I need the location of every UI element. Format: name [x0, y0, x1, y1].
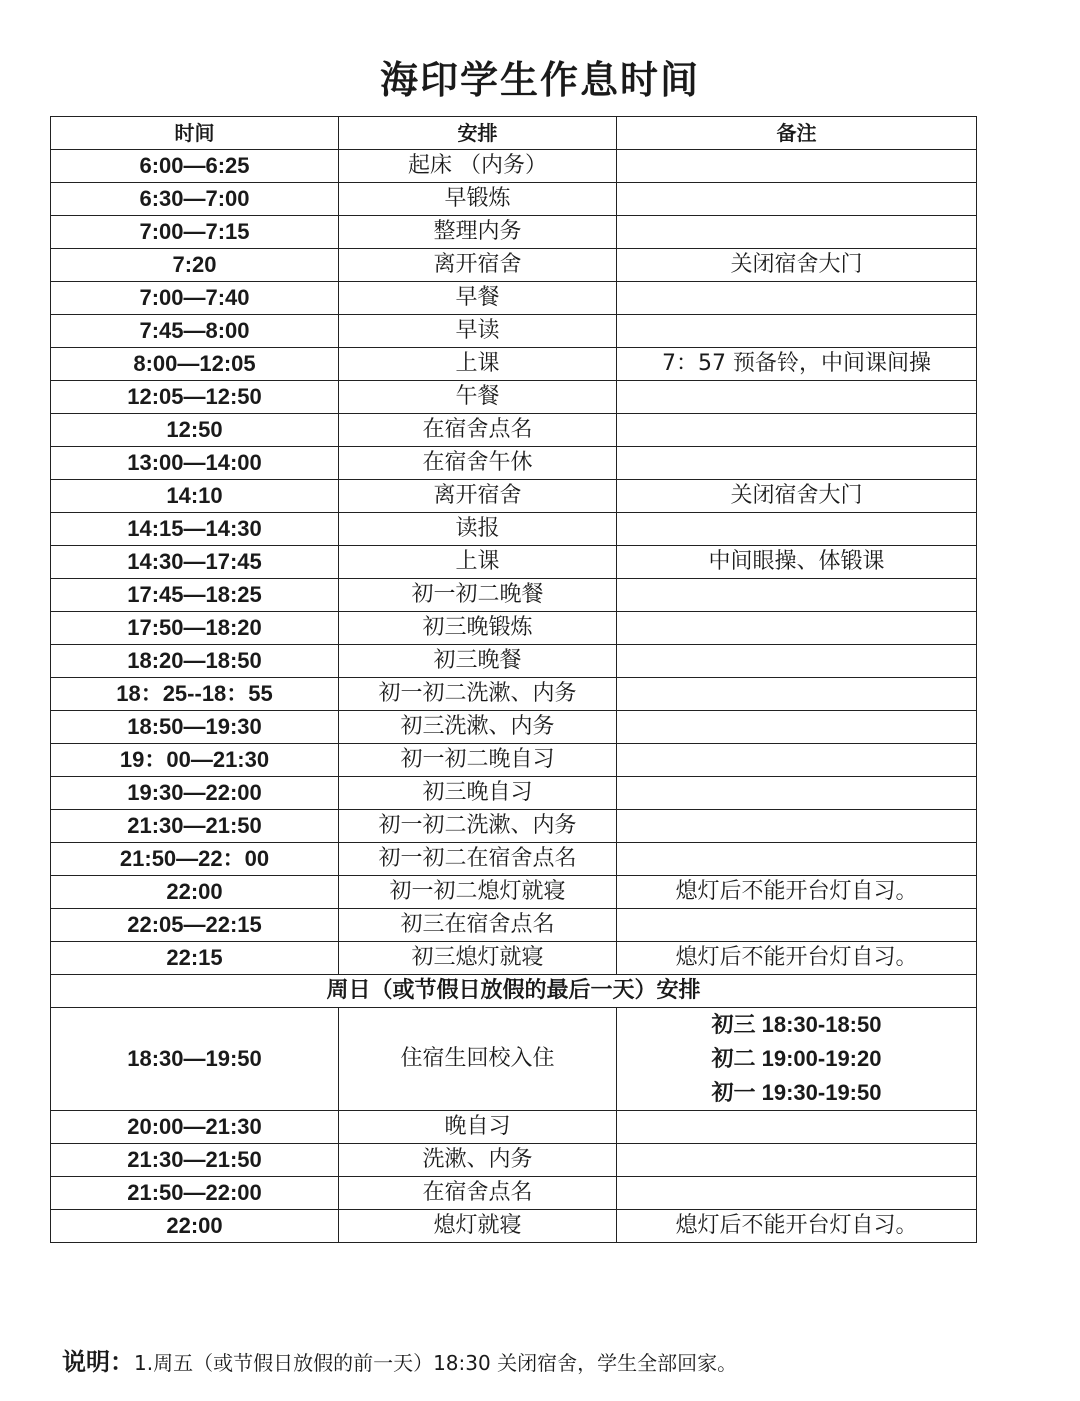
table-row [51, 711, 977, 744]
page-title: 海印学生作息时间 [379, 58, 700, 102]
footnote [62, 1342, 737, 1382]
row-arrangement: 午餐 [339, 381, 617, 414]
row-remark: 熄灯后不能开台灯自习。 [617, 942, 977, 975]
table-row [51, 513, 977, 546]
row-time: 22:15 [51, 942, 339, 975]
row-arrangement: 初三在宿舍点名 [339, 909, 617, 942]
row-remark [617, 216, 977, 249]
row-arrangement: 初三洗漱、内务 [339, 711, 617, 744]
row-remark [617, 381, 977, 414]
row-remark [617, 1144, 977, 1177]
row-remark: 熄灯后不能开台灯自习。 [617, 1210, 977, 1243]
row-arrangement: 离开宿舍 [339, 480, 617, 513]
row-time: 8:00—12:05 [51, 348, 339, 381]
row-arrangement: 初一初二晚餐 [339, 579, 617, 612]
table-row [51, 777, 977, 810]
row-arrangement: 洗漱、内务 [339, 1144, 617, 1177]
row-time: 7:00—7:40 [51, 282, 339, 315]
row-remark [617, 447, 977, 480]
row-time: 18:50—19:30 [51, 711, 339, 744]
table-row [51, 810, 977, 843]
sunday-heading: 周日（或节假日放假的最后一天）安排 [51, 975, 977, 1008]
row-time: 14:15—14:30 [51, 513, 339, 546]
table-row [51, 216, 977, 249]
row-remark [617, 777, 977, 810]
row-time: 7:00—7:15 [51, 216, 339, 249]
row-arrangement: 在宿舍午休 [339, 447, 617, 480]
row-remark [617, 678, 977, 711]
sunday-schedule [51, 1111, 977, 1243]
footnote-text: 1.周五（或节假日放假的前一天）18:30 关闭宿舍，学生全部回家。 [134, 1351, 738, 1375]
row-arrangement: 晚自习 [339, 1111, 617, 1144]
row-time: 14:10 [51, 480, 339, 513]
row-time: 12:50 [51, 414, 339, 447]
row-arrangement: 初三晚锻炼 [339, 612, 617, 645]
row-remark [617, 579, 977, 612]
row-arrangement: 整理内务 [339, 216, 617, 249]
table-row [51, 381, 977, 414]
footnote-label: 说明： [62, 1348, 134, 1376]
header-time: 时间 [51, 117, 339, 150]
table-row [51, 579, 977, 612]
table-row [51, 612, 977, 645]
row-time: 7:20 [51, 249, 339, 282]
row-arrangement: 初一初二洗漱、内务 [339, 810, 617, 843]
row-time: 21:30—21:50 [51, 1144, 339, 1177]
row-time: 22:00 [51, 1210, 339, 1243]
row-remark [617, 414, 977, 447]
table-row [51, 744, 977, 777]
row-arrangement: 初一初二晚自习 [339, 744, 617, 777]
row-arrangement: 初一初二在宿舍点名 [339, 843, 617, 876]
weekday-schedule [51, 150, 977, 975]
row-remark: 关闭宿舍大门 [617, 249, 977, 282]
row-arrangement: 初一初二洗漱、内务 [339, 678, 617, 711]
row-remark: 关闭宿舍大门 [617, 480, 977, 513]
row-remark [617, 645, 977, 678]
table-row [51, 942, 977, 975]
row-time: 18：25--18：55 [51, 678, 339, 711]
row-arrangement: 上课 [339, 348, 617, 381]
checkin-remark-line: 初二 19:00-19:20 [711, 1046, 882, 1071]
row-arrangement: 初三晚餐 [339, 645, 617, 678]
table-row [51, 183, 977, 216]
checkin-arrangement: 住宿生回校入住 [339, 1008, 617, 1111]
row-remark [617, 612, 977, 645]
table-row [51, 1144, 977, 1177]
table-row [51, 150, 977, 183]
row-time: 7:45—8:00 [51, 315, 339, 348]
table-row [51, 1210, 977, 1243]
row-arrangement: 初三熄灯就寝 [339, 942, 617, 975]
row-remark [617, 183, 977, 216]
row-time: 21:50—22：00 [51, 843, 339, 876]
row-arrangement: 初三晚自习 [339, 777, 617, 810]
row-time: 22:05—22:15 [51, 909, 339, 942]
row-remark [617, 315, 977, 348]
row-time: 22:00 [51, 876, 339, 909]
row-remark: 熄灯后不能开台灯自习。 [617, 876, 977, 909]
row-time: 20:00—21:30 [51, 1111, 339, 1144]
sunday-section [51, 975, 977, 1111]
row-remark [617, 282, 977, 315]
row-arrangement: 起床 （内务） [339, 150, 617, 183]
row-remark [617, 909, 977, 942]
row-time: 21:50—22:00 [51, 1177, 339, 1210]
row-arrangement: 初一初二熄灯就寝 [339, 876, 617, 909]
row-remark [617, 711, 977, 744]
row-arrangement: 早读 [339, 315, 617, 348]
table-row [51, 843, 977, 876]
checkin-remark [617, 1008, 977, 1111]
table-row [51, 348, 977, 381]
header-remark: 备注 [617, 117, 977, 150]
row-remark [617, 513, 977, 546]
row-time: 17:50—18:20 [51, 612, 339, 645]
checkin-remark-line: 初一 19:30-19:50 [711, 1080, 882, 1105]
sunday-checkin-row [51, 1008, 977, 1111]
row-time: 6:00—6:25 [51, 150, 339, 183]
sunday-heading-row [51, 975, 977, 1008]
table-row [51, 480, 977, 513]
row-time: 6:30—7:00 [51, 183, 339, 216]
row-time: 14:30—17:45 [51, 546, 339, 579]
row-arrangement: 熄灯就寝 [339, 1210, 617, 1243]
row-arrangement: 在宿舍点名 [339, 414, 617, 447]
table-row [51, 447, 977, 480]
row-remark [617, 1111, 977, 1144]
row-remark [617, 744, 977, 777]
table-row [51, 249, 977, 282]
row-arrangement: 早餐 [339, 282, 617, 315]
checkin-remark-line: 初三 18:30-18:50 [711, 1012, 882, 1037]
row-arrangement: 离开宿舍 [339, 249, 617, 282]
table-row [51, 645, 977, 678]
checkin-time: 18:30—19:50 [51, 1008, 339, 1111]
header-arrangement: 安排 [339, 117, 617, 150]
row-arrangement: 早锻炼 [339, 183, 617, 216]
row-remark [617, 1177, 977, 1210]
table-row [51, 678, 977, 711]
header-row [51, 117, 977, 150]
row-remark: 7：57 预备铃，中间课间操 [617, 348, 977, 381]
schedule-table [50, 116, 977, 1243]
table-row [51, 414, 977, 447]
row-remark: 中间眼操、体锻课 [617, 546, 977, 579]
table-row [51, 909, 977, 942]
row-time: 17:45—18:25 [51, 579, 339, 612]
row-time: 13:00—14:00 [51, 447, 339, 480]
table-row [51, 282, 977, 315]
row-remark [617, 150, 977, 183]
row-time: 19:30—22:00 [51, 777, 339, 810]
row-arrangement: 读报 [339, 513, 617, 546]
row-time: 21:30—21:50 [51, 810, 339, 843]
row-arrangement: 在宿舍点名 [339, 1177, 617, 1210]
table-row [51, 1177, 977, 1210]
table-row [51, 876, 977, 909]
table-row [51, 1111, 977, 1144]
row-time: 12:05—12:50 [51, 381, 339, 414]
table-row [51, 315, 977, 348]
row-arrangement: 上课 [339, 546, 617, 579]
row-time: 18:20—18:50 [51, 645, 339, 678]
row-remark [617, 810, 977, 843]
table-row [51, 546, 977, 579]
row-time: 19：00—21:30 [51, 744, 339, 777]
row-remark [617, 843, 977, 876]
